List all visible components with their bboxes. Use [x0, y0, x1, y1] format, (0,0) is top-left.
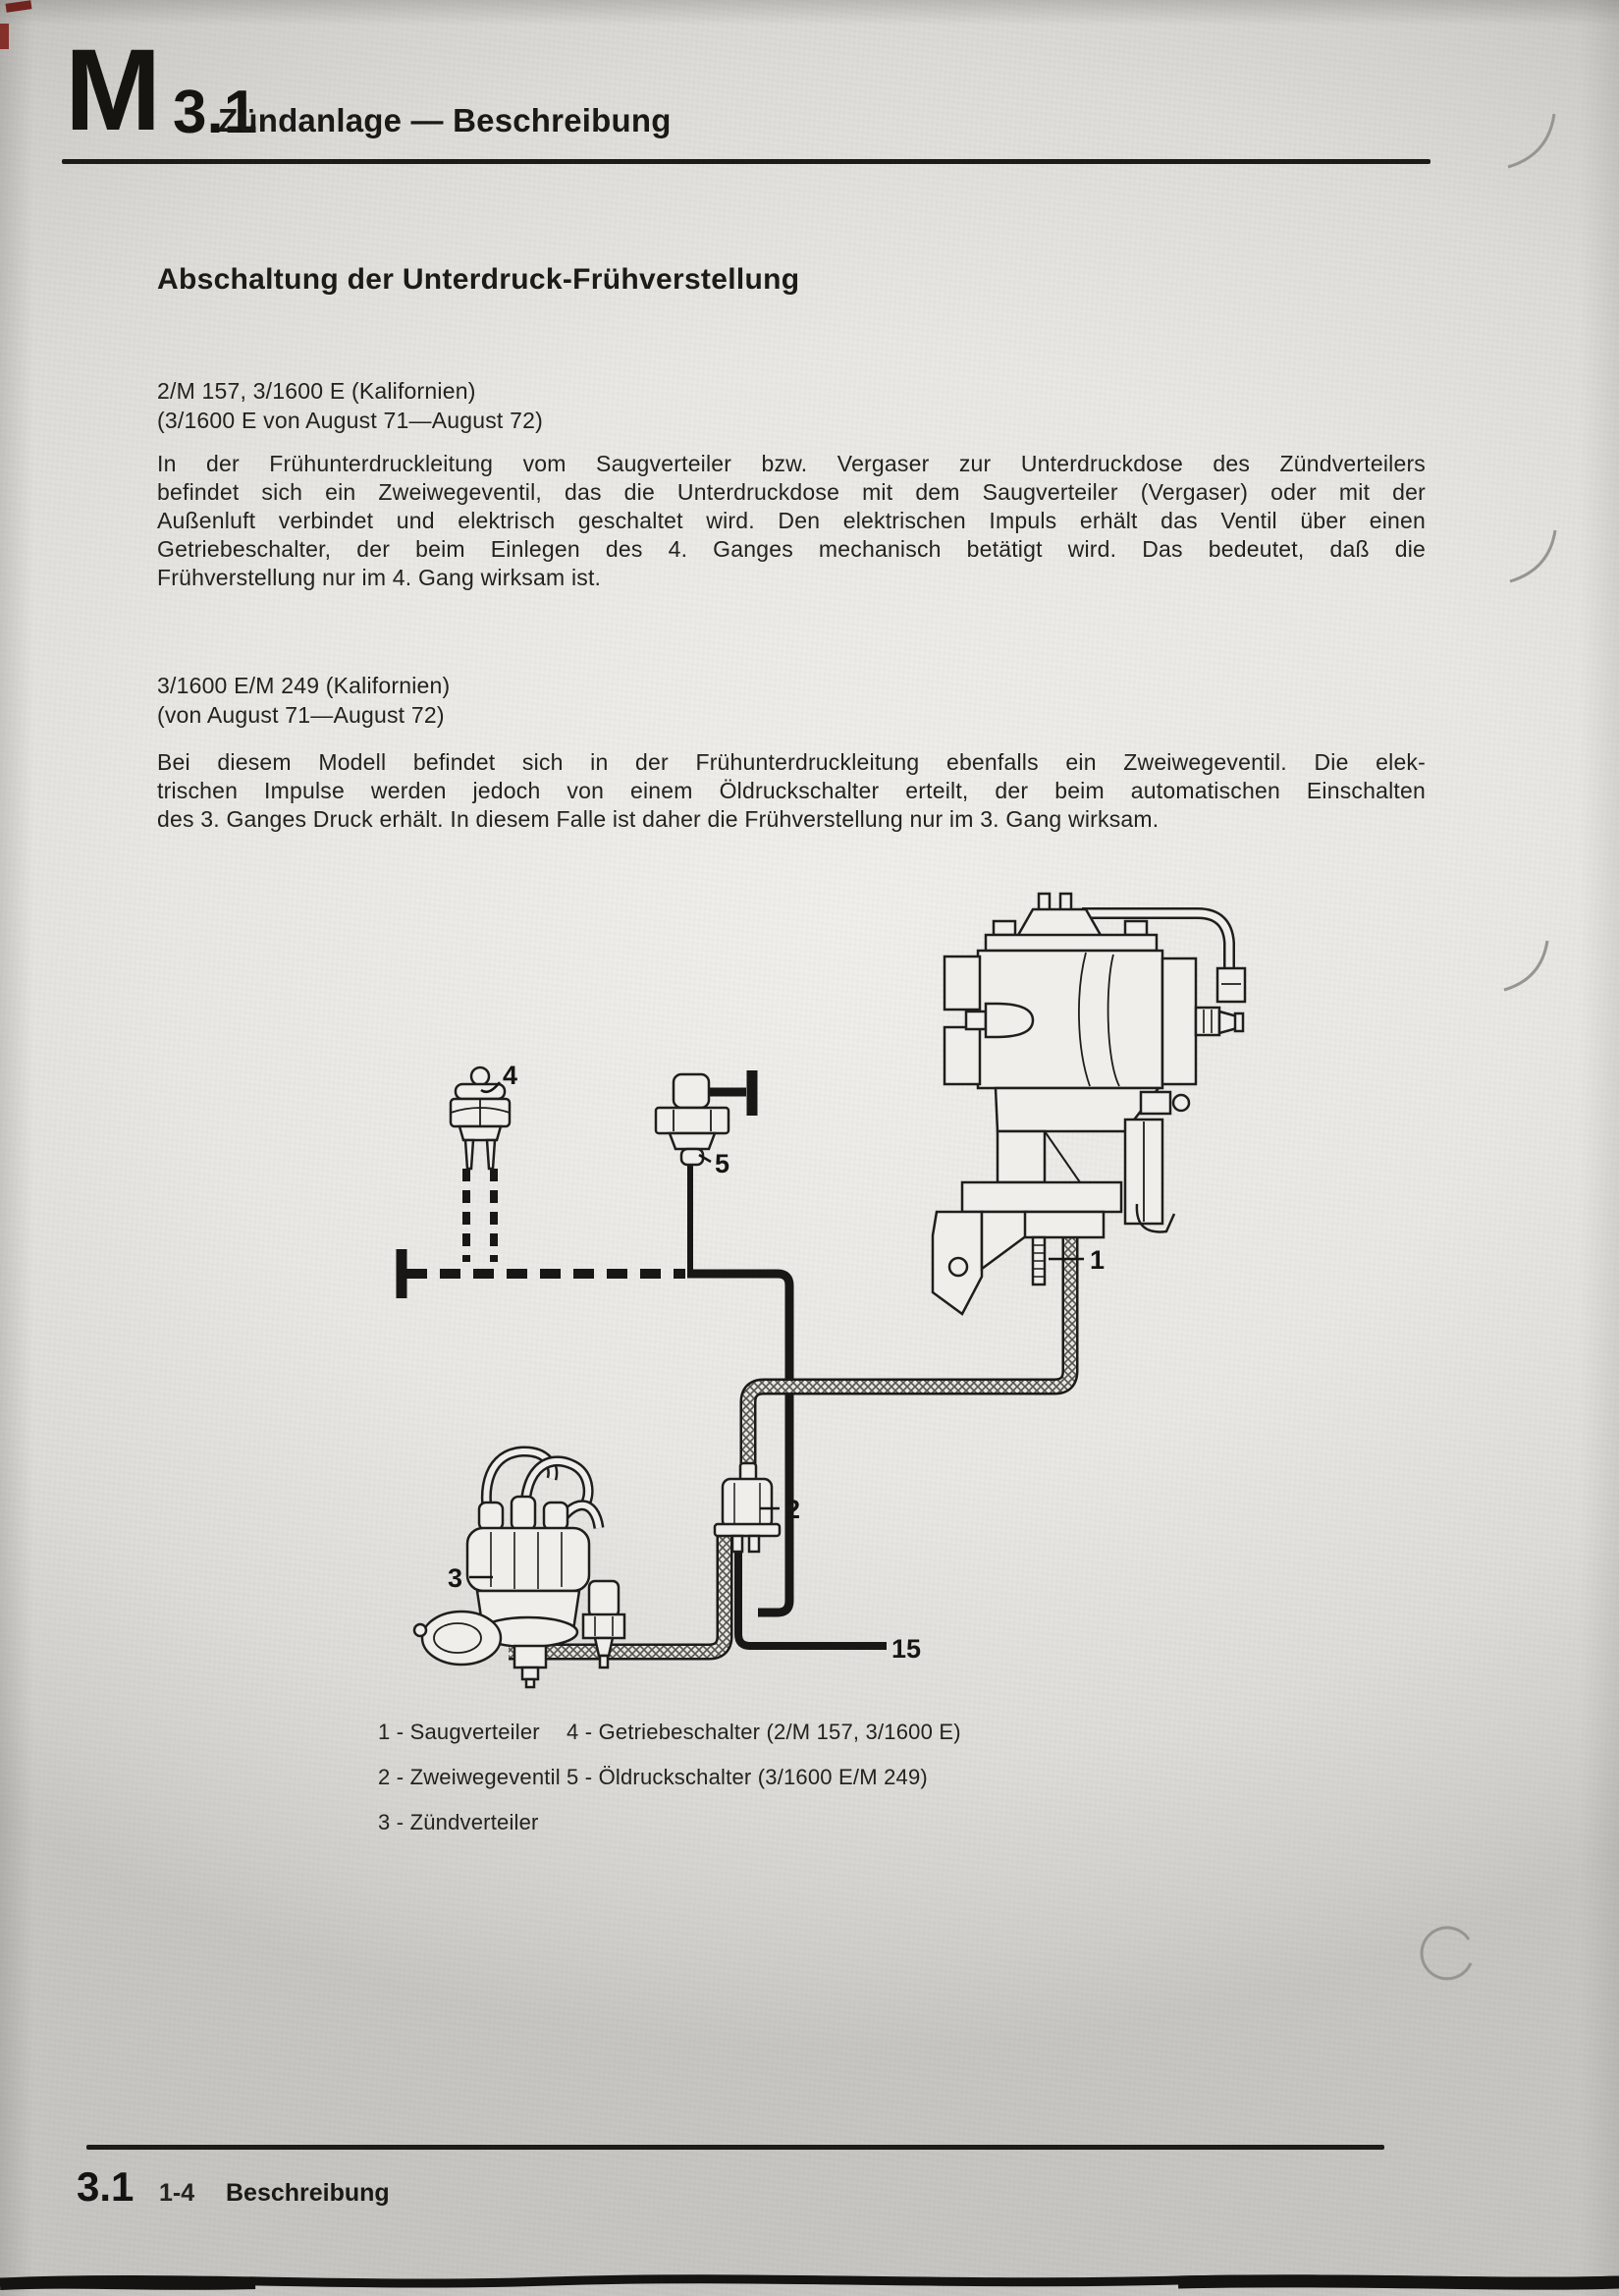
cap-tower — [544, 1503, 567, 1530]
bottom-page-edge-thick — [1178, 2281, 1619, 2283]
heading-line: 3/1600 E/M 249 (Kalifornien) — [157, 673, 451, 698]
left-port-upper — [944, 957, 980, 1010]
scan-red-mark — [6, 0, 32, 13]
footer-rule — [86, 2145, 1384, 2150]
cap-tower — [479, 1503, 503, 1530]
page-curl-mark — [1508, 114, 1554, 167]
page-title: Abschaltung der Unterdruck-Frühverstellung — [157, 263, 800, 296]
valve-terminal-left — [732, 1536, 742, 1552]
base-flange — [962, 1182, 1121, 1212]
legend-item-1: 1 - Saugverteiler — [378, 1720, 540, 1744]
duct — [998, 1131, 1045, 1182]
bottom-page-edge-left — [0, 2283, 255, 2284]
punch-hole-mark — [1422, 1928, 1471, 1979]
switch5-hex — [656, 1108, 729, 1133]
side-fitting-tip — [600, 1656, 608, 1667]
side-fitting-top — [589, 1581, 619, 1616]
section-1-paragraph — [157, 450, 1426, 592]
canister-nub — [414, 1624, 426, 1636]
switch4-pin — [487, 1140, 495, 1169]
header-rule — [62, 159, 1430, 164]
legend-item-2: 2 - Zweiwegeventil — [378, 1765, 561, 1789]
switch5-taper — [670, 1133, 715, 1149]
body-line: Bei diesem Modell befindet sich in der Frühunterdruckleitung ebenfalls ein Zweiwegeventil. Die elek- — [157, 749, 1426, 775]
body-line: des 3. Ganges Druck erhält. In diesem Falle ist daher die Frühverstellung nur im 3. Gang wirksam. — [157, 806, 1160, 832]
legend-item-4: 4 - Getriebeschalter (2/M 157, 3/1600 E) — [567, 1720, 961, 1744]
callout-3-label: 3 — [448, 1563, 463, 1593]
valve-flange — [715, 1524, 780, 1536]
valve-terminal-right — [749, 1536, 759, 1552]
section-code-number: 3.1 — [173, 79, 258, 146]
hose-end-fitting — [1217, 968, 1245, 1002]
header-title: Zündanlage — Beschreibung — [218, 102, 672, 138]
side-fitting-taper — [595, 1638, 613, 1656]
switch4-taper — [459, 1126, 501, 1140]
valve-body — [723, 1479, 772, 1528]
footer-label: Beschreibung — [226, 2179, 390, 2207]
distributor-cap — [467, 1528, 589, 1591]
section-2-heading — [157, 671, 450, 730]
callout-5-label: 5 — [715, 1149, 730, 1178]
wire-to-terminal-15 — [738, 1550, 887, 1646]
body-line: Getriebeschalter, der beim Einlegen des 4. Ganges mechanisch betätigt wird. Das bedeutet, daß die — [157, 536, 1426, 562]
mount-arm — [982, 1212, 1027, 1269]
flange-bolt — [1125, 921, 1147, 935]
flange-bolt — [994, 921, 1015, 935]
callout-4-label: 4 — [503, 1061, 518, 1090]
left-nozzle — [986, 1004, 1033, 1037]
heading-line: (3/1600 E von August 71—August 72) — [157, 408, 543, 433]
switch5-top — [674, 1074, 709, 1108]
intake-distributor — [933, 894, 1245, 1314]
body-line: Außenluft verbindet und elektrisch geschaltet wird. Den elektrischen Impuls erhält das Ventil über einen — [157, 508, 1426, 533]
body-line: trischen Impulse werden jedoch von einem Öldruckschalter erteilt, der beim automatischen Einschalten — [157, 778, 1426, 803]
body-line: In der Frühunterdruckleitung vom Saugverteiler bzw. Vergaser zur Unterdruckdose des Zündverteilers — [157, 451, 1426, 476]
section-code-letter: M — [65, 26, 160, 155]
callout-2-label: 2 — [785, 1495, 801, 1524]
bracket-hole — [949, 1258, 967, 1276]
pipe-carb-to-valve — [748, 1235, 1070, 1477]
funnel-edge — [1045, 1131, 1080, 1182]
section-1-heading — [157, 376, 543, 435]
gearbox-switch — [451, 1067, 510, 1169]
callout-15-label: 15 — [891, 1634, 922, 1664]
right-fitting-hex — [1196, 1008, 1219, 1035]
footer-page-range: 1-4 — [159, 2179, 195, 2207]
funnel-fitting — [1141, 1092, 1170, 1114]
heading-line: (von August 71—August 72) — [157, 702, 445, 728]
top-mount — [1017, 909, 1102, 937]
switch4-dome — [471, 1067, 489, 1085]
top-flange — [986, 935, 1157, 951]
pipe-carb-to-valve-outline — [748, 1235, 1070, 1477]
right-block — [1162, 958, 1196, 1084]
funnel-knob — [1173, 1095, 1189, 1111]
switch4-pin — [465, 1140, 473, 1169]
cap-tower — [512, 1497, 535, 1530]
clamp-bolt — [522, 1667, 538, 1679]
clamp — [514, 1646, 546, 1667]
left-stub — [966, 1011, 986, 1029]
clamp-stud — [526, 1679, 534, 1687]
lower-block — [1025, 1212, 1104, 1237]
right-fitting-tip — [1235, 1013, 1243, 1031]
section-2-paragraph — [157, 748, 1426, 834]
vacuum-advance-diagram — [388, 879, 1271, 1694]
body-line: Frühverstellung nur im 4. Gang wirksam ist. — [157, 565, 602, 590]
left-port-lower — [944, 1027, 980, 1084]
side-fitting-hex — [583, 1614, 624, 1638]
bottom-page-edge — [0, 2279, 1619, 2283]
footer-section-number: 3.1 — [77, 2163, 135, 2210]
legend-item-5: 5 - Öldruckschalter (3/1600 E/M 249) — [567, 1765, 928, 1789]
switch5-tip — [681, 1149, 703, 1165]
callout-1-label: 1 — [1090, 1245, 1106, 1275]
page-curl-mark — [1510, 530, 1555, 581]
heading-line: 2/M 157, 3/1600 E (Kalifornien) — [157, 378, 476, 404]
page-curl-mark — [1504, 941, 1547, 990]
body-line: befindet sich ein Zweiwegeventil, das die Unterdruckdose mit dem Saugverteiler (Vergaser) oder mit der — [157, 479, 1426, 505]
scan-red-mark — [0, 24, 9, 49]
legend-item-3: 3 - Zündverteiler — [378, 1810, 539, 1834]
